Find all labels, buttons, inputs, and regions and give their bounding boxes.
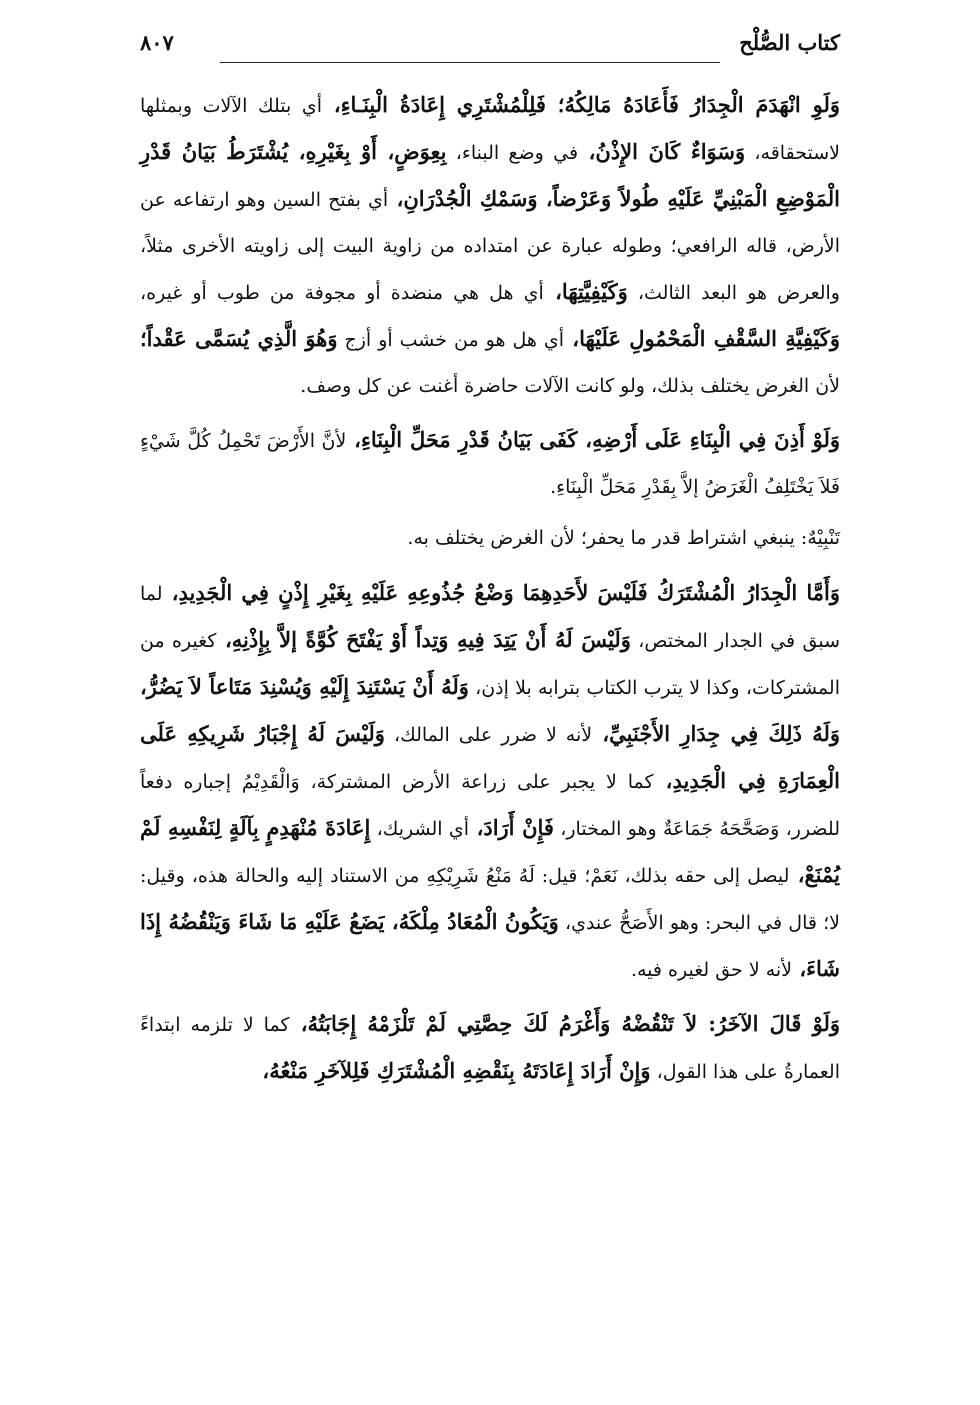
paragraph-shared-wall — [140, 570, 840, 993]
commentary-text: لأنه لا حق لغيره فيه. — [630, 959, 793, 981]
matn-text: وَسَوَاءٌ كَانَ الإِذْنُ، — [578, 139, 746, 164]
commentary-text: لما سبق في الجدار المختص، — [140, 583, 840, 652]
page-number: ٨٠٧ — [140, 30, 174, 55]
paragraph-building-on-land — [140, 417, 840, 510]
matn-text: بِعِوَضٍ، أَوْ بِغَيْرِهِ، يُشْتَرَطُ بَيَانُ قَدْرِ الْمَوْضِعِ الْمَبْنِيِّ عَلَيْهِ طُولاً وَعَرْضاً، وَسَمْكِ الْجُدْرَانِ، — [140, 139, 841, 211]
matn-text: وَلَوْ أَذِنَ فِي الْبِنَاءِ عَلَى أَرْضِهِ، كَفَى بَيَانُ قَدْرِ مَحَلِّ الْبِنَاءِ، — [346, 427, 841, 452]
matn-text: إِعَادَةَ مُنْهَدِمٍ بِآلَةٍ لِنَفْسِهِ لَمْ يُمْنَعْ، — [140, 815, 841, 887]
commentary-text: كما لا تلزمه ابتداءً العمارةُ على هذا القول، — [140, 1014, 840, 1083]
matn-text: وَيَكُونُ الْمُعَادُ مِلْكَهُ، يَضَعُ عَلَيْهِ مَا شَاءَ وَيَنْقُضُهُ إِذَا شَاءَ، — [140, 909, 840, 981]
matn-text: وَلَيْسَ لَهُ إِجْبَارُ شَرِيكِهِ عَلَى الْعِمَارَةِ فِي الْجَدِيدِ، — [140, 721, 840, 793]
commentary-text: أي هل هو من خشب أو أزج — [337, 329, 565, 351]
paragraph-note — [140, 518, 840, 558]
matn-text: وَهُوَ الَّذِي يُسَمَّى عَقْداً؛ — [140, 326, 338, 351]
commentary-text: ليصل إلى حقه بذلك، نَعَمْ؛ قيل: لَهُ مَنْعُ شَرِيْكِهِ من الاستناد إليه والحالة هذه، وقيل: لا؛ قال في البحر: وهو الأَصَحُّ عندي، — [140, 865, 840, 934]
matn-text: وَكَيْفِيَّةِ السَّقْفِ الْمَحْمُولِ عَلَيْهَا، — [564, 326, 840, 351]
matn-text: فَإِنْ أَرَادَ، — [469, 815, 554, 840]
matn-text: وَلَوْ قَالَ الآخَرُ: لاَ تَنْقُضْهُ وَأَغْرَمُ لَكَ حِصَّتِي لَمْ تَلْزَمْهُ إِجَابَتُهُ، — [289, 1011, 840, 1036]
matn-text: وَلَهُ أَنْ يَسْتَنِدَ إِلَيْهِ وَيُسْنِدَ مَتَاعاً لاَ يَضُرُّ، وَلَهُ ذَلِكَ فِي جِدَارِ الأَجْنَبِيِّ، — [140, 674, 840, 746]
note-text: تَنْبِيْهٌ: ينبغي اشتراط قدر ما يحفر؛ لأن الغرض يختلف به. — [407, 527, 840, 549]
commentary-text: لأنه لا ضرر على المالك، — [384, 724, 593, 746]
matn-text: وَأَمَّا الْجِدَارُ الْمُشْتَرَكُ فَلَيْسَ لأَحَدِهِمَا وَضْعُ جُذُوعِهِ عَلَيْهِ بِغَيْرِ إِذْنٍ فِي الْجَدِيدِ، — [162, 580, 840, 605]
matn-text: وَلَيْسَ لَهُ أَنْ يَتِدَ فِيهِ وَتِداً أَوْ يَفْتَحَ كُوَّةً إلاَّ بِإِذْنِهِ، — [216, 627, 631, 652]
running-title: كتاب الصُّلْح — [739, 30, 840, 55]
matn-text: وَإِنْ أَرَادَ إِعَادَتَهُ بِنَقْضِهِ الْمُشْتَرَكِ فَلِلآخَرِ مَنْعُهُ، — [262, 1058, 651, 1083]
commentary-text: أي بفتح السين وهو ارتفاعه عن الأرض، قاله الرافعي؛ وطوله عبارة عن امتداده من زاوية البيت إلى زاويته الأخرى مثلاً، والعرض هو البعد الثالث، — [140, 189, 840, 304]
matn-text: وَكَيْفِيَّتِهَا، — [543, 279, 628, 304]
page-body — [140, 82, 840, 1095]
commentary-text: كغيره من المشتركات، وكذا لا يترب الكتاب بترابه بلا إذن، — [140, 630, 840, 699]
header-rule — [220, 62, 720, 63]
matn-text: وَلَوِ انْهَدَمَ الْجِدَارُ فَأَعَادَهُ مَالِكُهُ؛ فَلِلْمُشْتَرِي إِعَادَةُ الْبِنَـاءِ، — [322, 92, 840, 117]
paragraph-other-partner — [140, 1001, 840, 1095]
page-header — [140, 28, 840, 68]
commentary-text: لأن الغرض يختلف بذلك، ولو كانت الآلات حاضرة أغنت عن كل وصف. — [300, 375, 840, 397]
commentary-text: كما لا يجبر على زراعة الأرض المشتركة، وَالْقَدِيْمُ إجباره دفعاً للضرر، وَصَحَّحَهُ جَمَاعَةٌ وهو المختار، — [140, 771, 840, 840]
commentary-text: أي بتلك الآلات وبمثلها لاستحقاقه، — [140, 95, 840, 164]
commentary-text: في وضع البناء، — [446, 142, 579, 164]
commentary-text: أي الشريك، — [370, 818, 469, 840]
paragraph-rebuilding-wall — [140, 82, 840, 409]
commentary-text: أي هل هي منضدة أو مجوفة من طوب أو غيره، — [140, 282, 544, 304]
commentary-text: لأنَّ الأَرْضَ تَحْمِلُ كُلَّ شَيْءٍ فَلاَ يَخْتَلِفُ الْغَرَضُ إلاَّ بِقَدْرِ مَحَلِّ الْبِنَاءِ. — [140, 430, 840, 498]
